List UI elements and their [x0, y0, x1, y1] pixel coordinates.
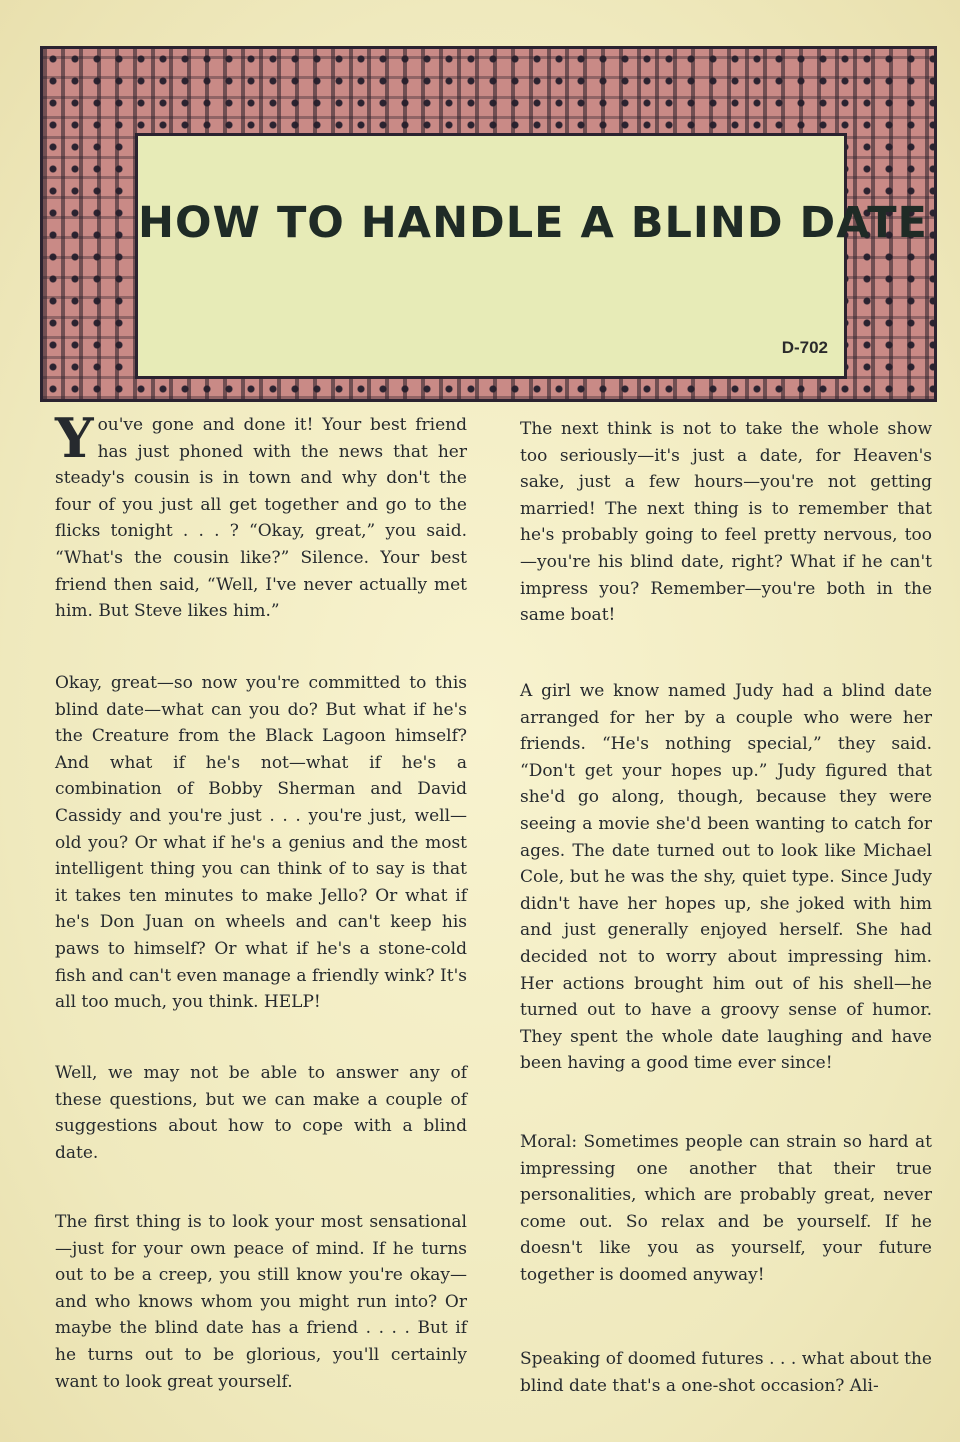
drop-cap: Y [55, 406, 94, 470]
paragraph: The first thing is to look your most sensational—just for your own peace of mind. If he turns out to be a creep, you still know you're okay—and who knows whom you might run into? Or maybe the blind date has a friend . . . . But if he turns out to be glorious, you'll certainly want to look great yourself. [55, 1212, 467, 1392]
paragraph: Okay, great—so now you're committed to this blind date—what can you do? But what if he's the Creature from the Black Lagoon himself? And what if he's not—what if he's a combination of Bobby Sherman and David Cassidy and you're just . . . you're just, well—old you? Or what if he's a genius and the most intelligent thing you can think of to say is that it takes ten minutes to make Jello? Or what if he's Don Juan on wheels and can't keep his paws to himself? Or what if he's a stone-cold fish and can't even manage a friendly wink? It's all too much, you think. HELP! [55, 673, 467, 1013]
paragraph: A girl we know named Judy had a blind date arranged for her by a couple who were her friends. “He's nothing special,” they said. “Don't get your hopes up.” Judy figured that she'd go along, though, because they were seeing a movie she'd been wanting to catch for ages. The date turned out to look like Michael Cole, but he was the shy, quiet type. Since Judy didn't have her hopes up, she joked with him and just generally enjoyed herself. She had decided not to worry about impressing him. Her actions brought him out of his shell—he turned out to have a groovy sense of humor. They spent the whole date laughing and have been having a good time ever since! [520, 681, 932, 1074]
paragraph: Speaking of doomed futures . . . what about the blind date that's a one-shot occasion? Ali- [520, 1349, 932, 1396]
paragraph-text: ou've gone and done it! Your best friend has just phoned with the news that her steady's cousin is in town and why don't the four of you just all get together and go to the flicks tonight . . . ? “Okay, great,” you said. “What's the cousin like?” Silence. Your best friend then said, “Well, I've never actually met him. But Steve likes him.” [55, 415, 467, 622]
paragraph: Well, we may not be able to answer any of these questions, but we can make a couple of suggestions about how to cope with a blind date. [55, 1063, 467, 1163]
title-panel [135, 133, 928, 379]
page-code: D-702 [781, 338, 828, 357]
article-title: HOW TO HANDLE A BLIND DATE [138, 198, 928, 248]
paragraph [55, 406, 467, 625]
paragraph: Moral: Sometimes people can strain so hard at impressing one another that their true personalities, which are probably great, never come out. So relax and be yourself. If he doesn't like you as yourself, your future together is doomed anyway! [520, 1132, 932, 1285]
paragraph: The next think is not to take the whole show too seriously—it's just a date, for Heaven's sake, just a few hours—you're not getting married! The next thing is to remember that he's probably going to feel pretty nervous, too—you're his blind date, right? What if he can't impress you? Remember—you're both in the same boat! [520, 419, 932, 626]
ornamental-title-frame [40, 46, 937, 402]
